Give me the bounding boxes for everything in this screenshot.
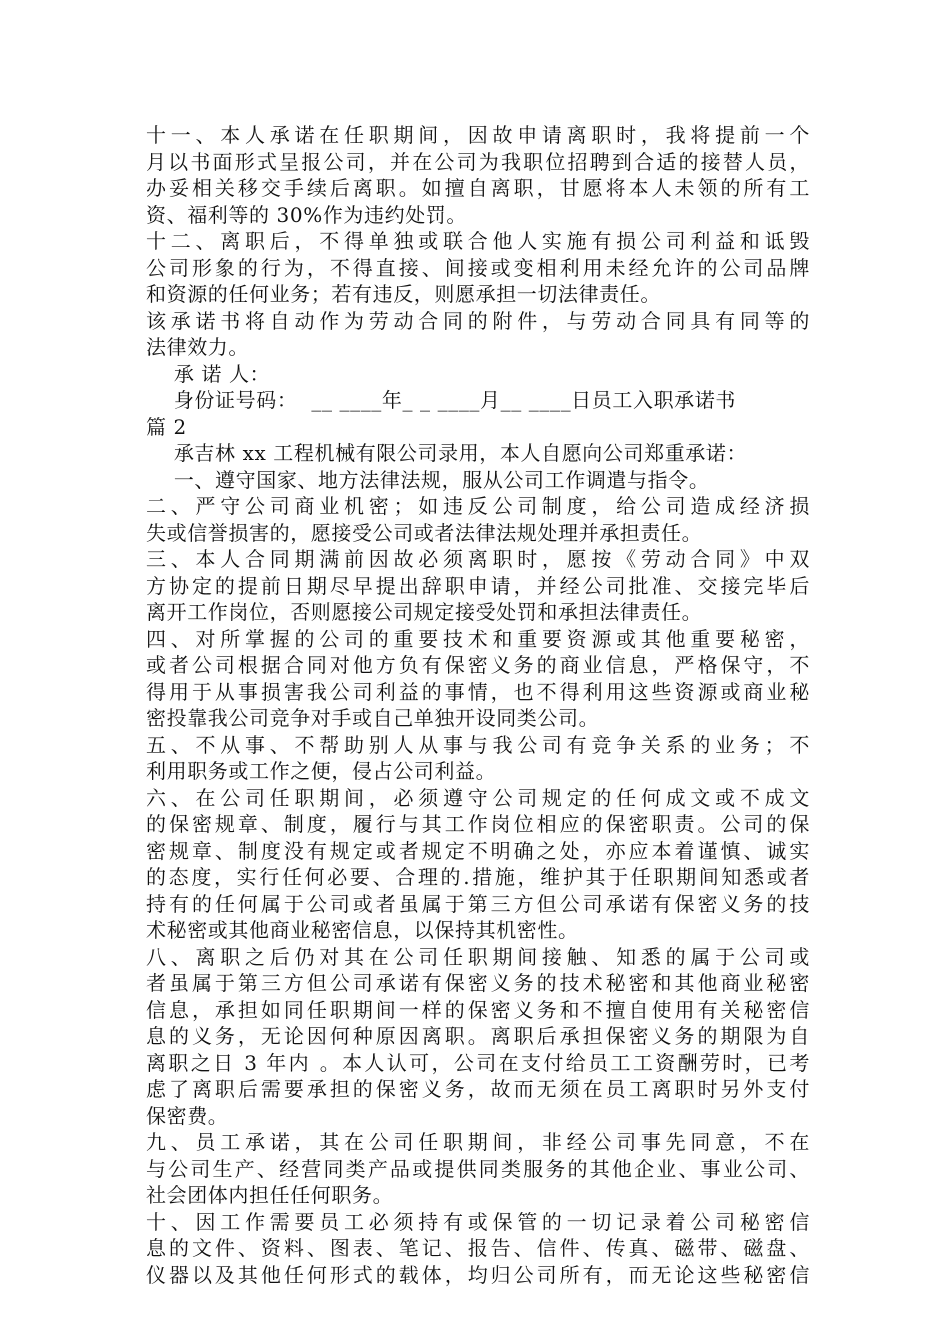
text-line: 利用职务或工作之便，侵占公司利益。 [146,759,497,783]
text-line: 承 诺 人： [146,361,271,386]
text-line: 九、员工承诺，其在公司任职期间，非经公司事先同意，不在 [146,1130,810,1154]
text-line: 十、因工作需要员工必须持有或保管的一切记录着公司秘密信 [146,1209,810,1234]
text-line: 承吉林 xx 工程机械有限公司录用，本人自愿向公司郑重承诺： [146,441,748,465]
text-line: 月以书面形式呈报公司，并在公司为我职位招聘到合适的接替人员， [146,149,810,174]
text-line: 该承诺书将自动作为劳动合同的附件，与劳动合同具有同等的 [146,308,810,333]
text-line: 一、遵守国家、地方法律法规，服从公司工作调遣与指令。 [146,467,710,492]
text-line: 持有的任何属于公司或者虽属于第三方但公司承诺有保密义务的技 [146,891,810,916]
text-line: 的态度，实行任何必要、合理的.措施，维护其于任职期间知悉或者 [146,865,810,889]
text-line: 十一、本人承诺在任职期间，因故申请离职时，我将提前一个 [146,123,810,147]
text-line: 社会团体内担任任何职务。 [146,1183,394,1207]
text-line: 办妥相关移交手续后离职。如擅自离职，甘愿将本人未领的所有工 [146,176,810,200]
text-line: 息的义务，无论因何种原因离职。离职后承担保密义务的期限为自 [146,1024,810,1048]
text-line: 五、不从事、不帮助别人从事与我公司有竞争关系的业务；不 [146,732,810,757]
text-line: 法律效力。 [146,335,249,359]
text-line: 虑了离职后需要承担的保密义务，故而无须在员工离职时另外支付 [146,1077,810,1101]
text-line: 资、福利等的 30%作为违约处罚。 [146,202,468,227]
text-line: 者虽属于第三方但公司承诺有保密义务的技术秘密和其他商业秘密 [146,971,810,995]
text-line: 失或信誉损害的，愿接受公司或者法律法规处理并承担责任。 [146,520,703,545]
text-line: 离开工作岗位，否则愿接公司规定接受处罚和承担法律责任。 [146,600,703,624]
text-line: 四、对所掌握的公司的重要技术和重要资源或其他重要秘密， [146,626,810,651]
text-line: 身份证号码： __ ____年_ _ ____月__ ____日员工入职承诺书 [146,388,736,412]
text-line: 或者公司根据合同对他方负有保密义务的商业信息，严格保守，不 [146,653,810,677]
text-line: 公司形象的行为，不得直接、间接或变相利用未经允许的公司品牌 [146,255,810,280]
text-line: 与公司生产、经营同类产品或提供同类服务的其他企业、事业公司、 [146,1156,810,1181]
text-line: 密规章、制度没有规定或者规定不明确之处，亦应本着谨慎、诚实 [146,838,810,863]
document-page [146,122,810,1288]
text-line: 六、在公司任职期间，必须遵守公司规定的任何成文或不成文 [146,785,810,810]
text-line: 方协定的提前日期尽早提出辞职申请，并经公司批准、交接完毕后 [146,573,810,598]
text-line: 保密费。 [146,1103,229,1128]
text-line: 篇 2 [146,414,187,439]
text-line: 息的文件、资料、图表、笔记、报告、信件、传真、磁带、磁盘、 [146,1236,810,1260]
text-line: 密投靠我公司竞争对手或自己单独开设同类公司。 [146,706,600,730]
text-line: 三、本人合同期满前因故必须离职时，愿按《劳动合同》中双 [146,547,810,571]
text-line: 二、严守公司商业机密；如违反公司制度，给公司造成经济损 [146,494,810,518]
text-line: 十二、离职后，不得单独或联合他人实施有损公司利益和诋毁 [146,229,810,253]
text-line: 仪器以及其他任何形式的载体，均归公司所有，而无论这些秘密信 [146,1262,810,1287]
text-line: 八、离职之后仍对其在公司任职期间接触、知悉的属于公司或 [146,944,810,969]
text-line: 和资源的任何业务；若有违反，则愿承担一切法律责任。 [146,282,661,306]
text-line: 离职之日 3 年内 。本人认可，公司在支付给员工工资酬劳时，已考 [146,1050,810,1075]
text-line: 信息，承担如同任职期间一样的保密义务和不擅自使用有关秘密信 [146,997,810,1022]
text-line: 的保密规章、制度，履行与其工作岗位相应的保密职责。公司的保 [146,812,810,836]
text-line: 术秘密或其他商业秘密信息，以保持其机密性。 [146,918,579,942]
text-line: 得用于从事损害我公司利益的事情，也不得利用这些资源或商业秘 [146,679,810,704]
